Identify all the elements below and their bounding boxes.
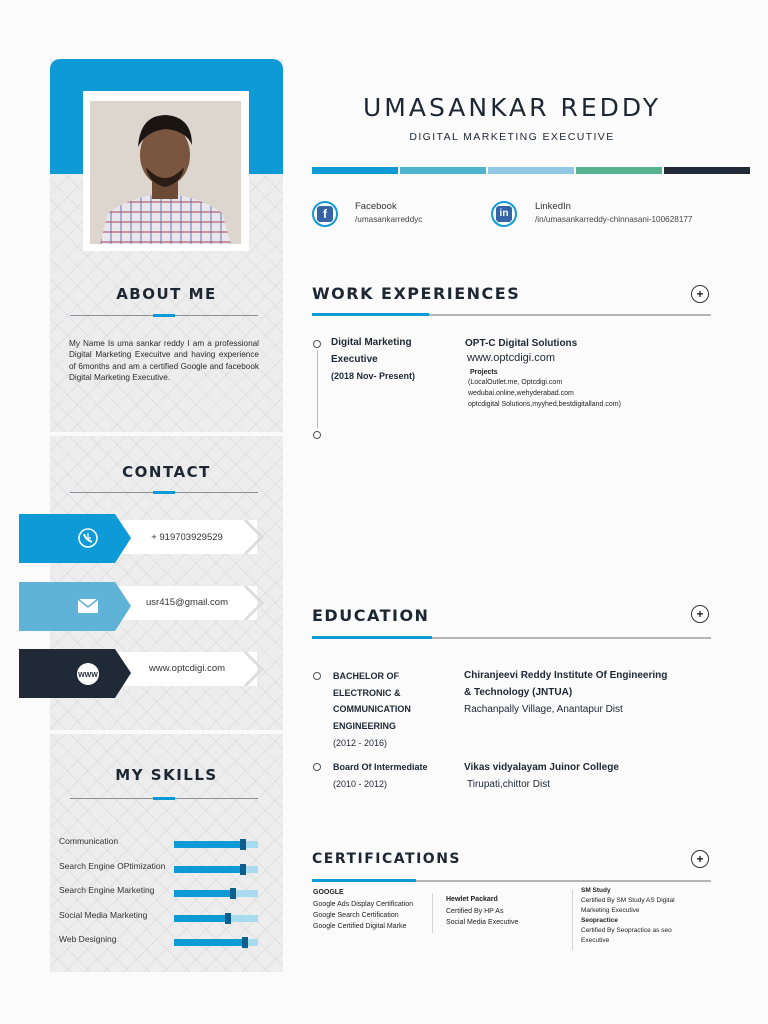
- skill-bar-handle: [242, 937, 248, 948]
- email-ribbon: [19, 582, 131, 631]
- skill-bar-fill: [174, 890, 233, 897]
- email-address[interactable]: usr415@gmail.com: [146, 597, 228, 608]
- degree-name: ELECTRONIC &: [333, 688, 401, 698]
- header-stripe: [400, 167, 486, 174]
- mail-icon: [77, 597, 99, 615]
- cert-item: Google Ads Display Certification: [313, 901, 413, 908]
- cert-item: Certified By SM Study AS Digital: [581, 897, 675, 904]
- skill-label: Communication: [59, 836, 119, 846]
- projects-text: wedubai.online,wehyderabad.com: [468, 390, 574, 397]
- education-accent: [312, 636, 432, 639]
- skills-heading: MY SKILLS: [115, 766, 218, 784]
- projects-text: optcdigital Solutions,myyhed,bestdigitalland.com): [468, 401, 621, 408]
- cert-item: Executive: [581, 937, 610, 944]
- about-text: My Name Is uma sankar reddy I am a professional Digital Marketing Execuitve and having experience of 6months and am a certified Google and facebook Digital Marketing Executive.: [69, 339, 259, 383]
- cert-group-title: GOOGLE: [313, 889, 344, 896]
- cert-item: Marketing Executive: [581, 907, 640, 914]
- projects-label: Projects: [470, 369, 498, 376]
- school-name: Vikas vidyalayam Juinor College: [464, 762, 619, 773]
- work-role: Digital Marketing: [331, 337, 412, 348]
- work-role: Executive: [331, 354, 378, 365]
- skill-bar-handle: [230, 888, 236, 899]
- contact-heading: CONTACT: [122, 463, 211, 481]
- skills-accent: [153, 797, 175, 800]
- cert-item: Google Search Certification: [313, 912, 399, 919]
- skill-bar: [174, 866, 258, 873]
- cert-group-title: SM Study: [581, 887, 611, 894]
- cert-item: Certified By Seopractice as seo: [581, 927, 672, 934]
- cert-group-title: Hewlet Packard: [446, 896, 498, 903]
- facebook-icon[interactable]: f: [312, 201, 338, 227]
- section-separator: [50, 432, 283, 436]
- facebook-handle[interactable]: /umasankarreddyc: [355, 215, 423, 224]
- linkedin-handle[interactable]: /in/umasankarreddy-chinnasani-100628177: [535, 215, 693, 224]
- school-name: & Technology (JNTUA): [464, 687, 573, 698]
- school-place: Rachanpally Village, Anantapur Dist: [464, 704, 623, 715]
- skill-bar-fill: [174, 866, 243, 873]
- work-website[interactable]: www.optcdigi.com: [467, 352, 556, 364]
- work-heading: WORK EXPERIENCES: [312, 284, 521, 303]
- cert-divider: [572, 890, 573, 950]
- header-stripe: [664, 167, 750, 174]
- degree-name: BACHELOR OF: [333, 671, 399, 681]
- work-period: (2018 Nov- Present): [331, 371, 416, 381]
- cert-divider: [432, 893, 433, 933]
- degree-name: COMMUNICATION: [333, 704, 411, 714]
- certifications-expand-button[interactable]: +: [691, 850, 709, 868]
- person-name: UMASANKAR REDDY: [362, 93, 662, 122]
- section-separator: [50, 730, 283, 734]
- skill-bar-handle: [240, 864, 246, 875]
- about-heading: ABOUT ME: [116, 285, 217, 303]
- phone-ribbon: [19, 514, 131, 563]
- timeline-dot: [313, 672, 321, 680]
- skill-bar-fill: [174, 939, 245, 946]
- header-stripe: [576, 167, 662, 174]
- skill-label: Web Designing: [59, 934, 117, 944]
- timeline-dot: [313, 763, 321, 771]
- header-stripe: [312, 167, 398, 174]
- www-icon: [75, 661, 101, 687]
- facebook-title: Facebook: [355, 201, 397, 212]
- website-ribbon: [19, 649, 131, 698]
- skill-bar: [174, 915, 258, 922]
- skill-label: Search Engine OPtimization: [59, 861, 166, 871]
- skill-bar-fill: [174, 915, 228, 922]
- skill-bar: [174, 939, 258, 946]
- education-heading: EDUCATION: [312, 606, 430, 625]
- degree-period: (2010 - 2012): [333, 779, 388, 789]
- school-place: Tirupati,chittor Dist: [467, 779, 550, 790]
- timeline-dot: [313, 431, 321, 439]
- website-link[interactable]: www.optcdigi.com: [148, 663, 226, 674]
- degree-name: Board Of Intermediate: [333, 762, 428, 772]
- education-expand-button[interactable]: +: [691, 605, 709, 623]
- certifications-heading: CERTIFICATIONS: [312, 851, 462, 867]
- svg-text:WWW: WWW: [78, 672, 98, 679]
- linkedin-icon[interactable]: in: [491, 201, 517, 227]
- school-name: Chiranjeevi Reddy Institute Of Engineering: [464, 670, 668, 681]
- linkedin-title: LinkedIn: [535, 201, 571, 212]
- work-expand-button[interactable]: +: [691, 285, 709, 303]
- timeline-dot: [313, 340, 321, 348]
- job-title: DIGITAL MARKETING EXECUTIVE: [409, 131, 615, 143]
- skill-bar: [174, 890, 258, 897]
- cert-item: Social Media Executive: [446, 919, 519, 926]
- cert-item: Google Certified Digital Marke: [313, 923, 407, 930]
- skill-label: Search Engine Marketing: [59, 885, 155, 895]
- contact-accent: [153, 491, 175, 494]
- projects-text: (LocalOutlet.me, Optcdigi.com: [468, 379, 563, 386]
- timeline-line: [317, 350, 318, 428]
- cert-item: Certified By HP As: [446, 908, 504, 915]
- profile-photo: [90, 101, 241, 244]
- phone-icon: [77, 527, 99, 549]
- skill-bar-handle: [240, 839, 246, 850]
- skill-bar: [174, 841, 258, 848]
- work-accent: [312, 313, 429, 316]
- work-company: OPT-C Digital Solutions: [465, 338, 578, 349]
- header-stripe: [488, 167, 574, 174]
- phone-number[interactable]: + 919703929529: [151, 532, 223, 543]
- about-accent: [153, 314, 175, 317]
- cert-group-title: Seopractice: [581, 917, 618, 924]
- skill-label: Social Media Marketing: [59, 910, 148, 920]
- certifications-accent: [312, 879, 416, 882]
- degree-period: (2012 - 2016): [333, 738, 388, 748]
- skill-bar-fill: [174, 841, 243, 848]
- degree-name: ENGINEERING: [333, 721, 397, 731]
- skill-bar-handle: [225, 913, 231, 924]
